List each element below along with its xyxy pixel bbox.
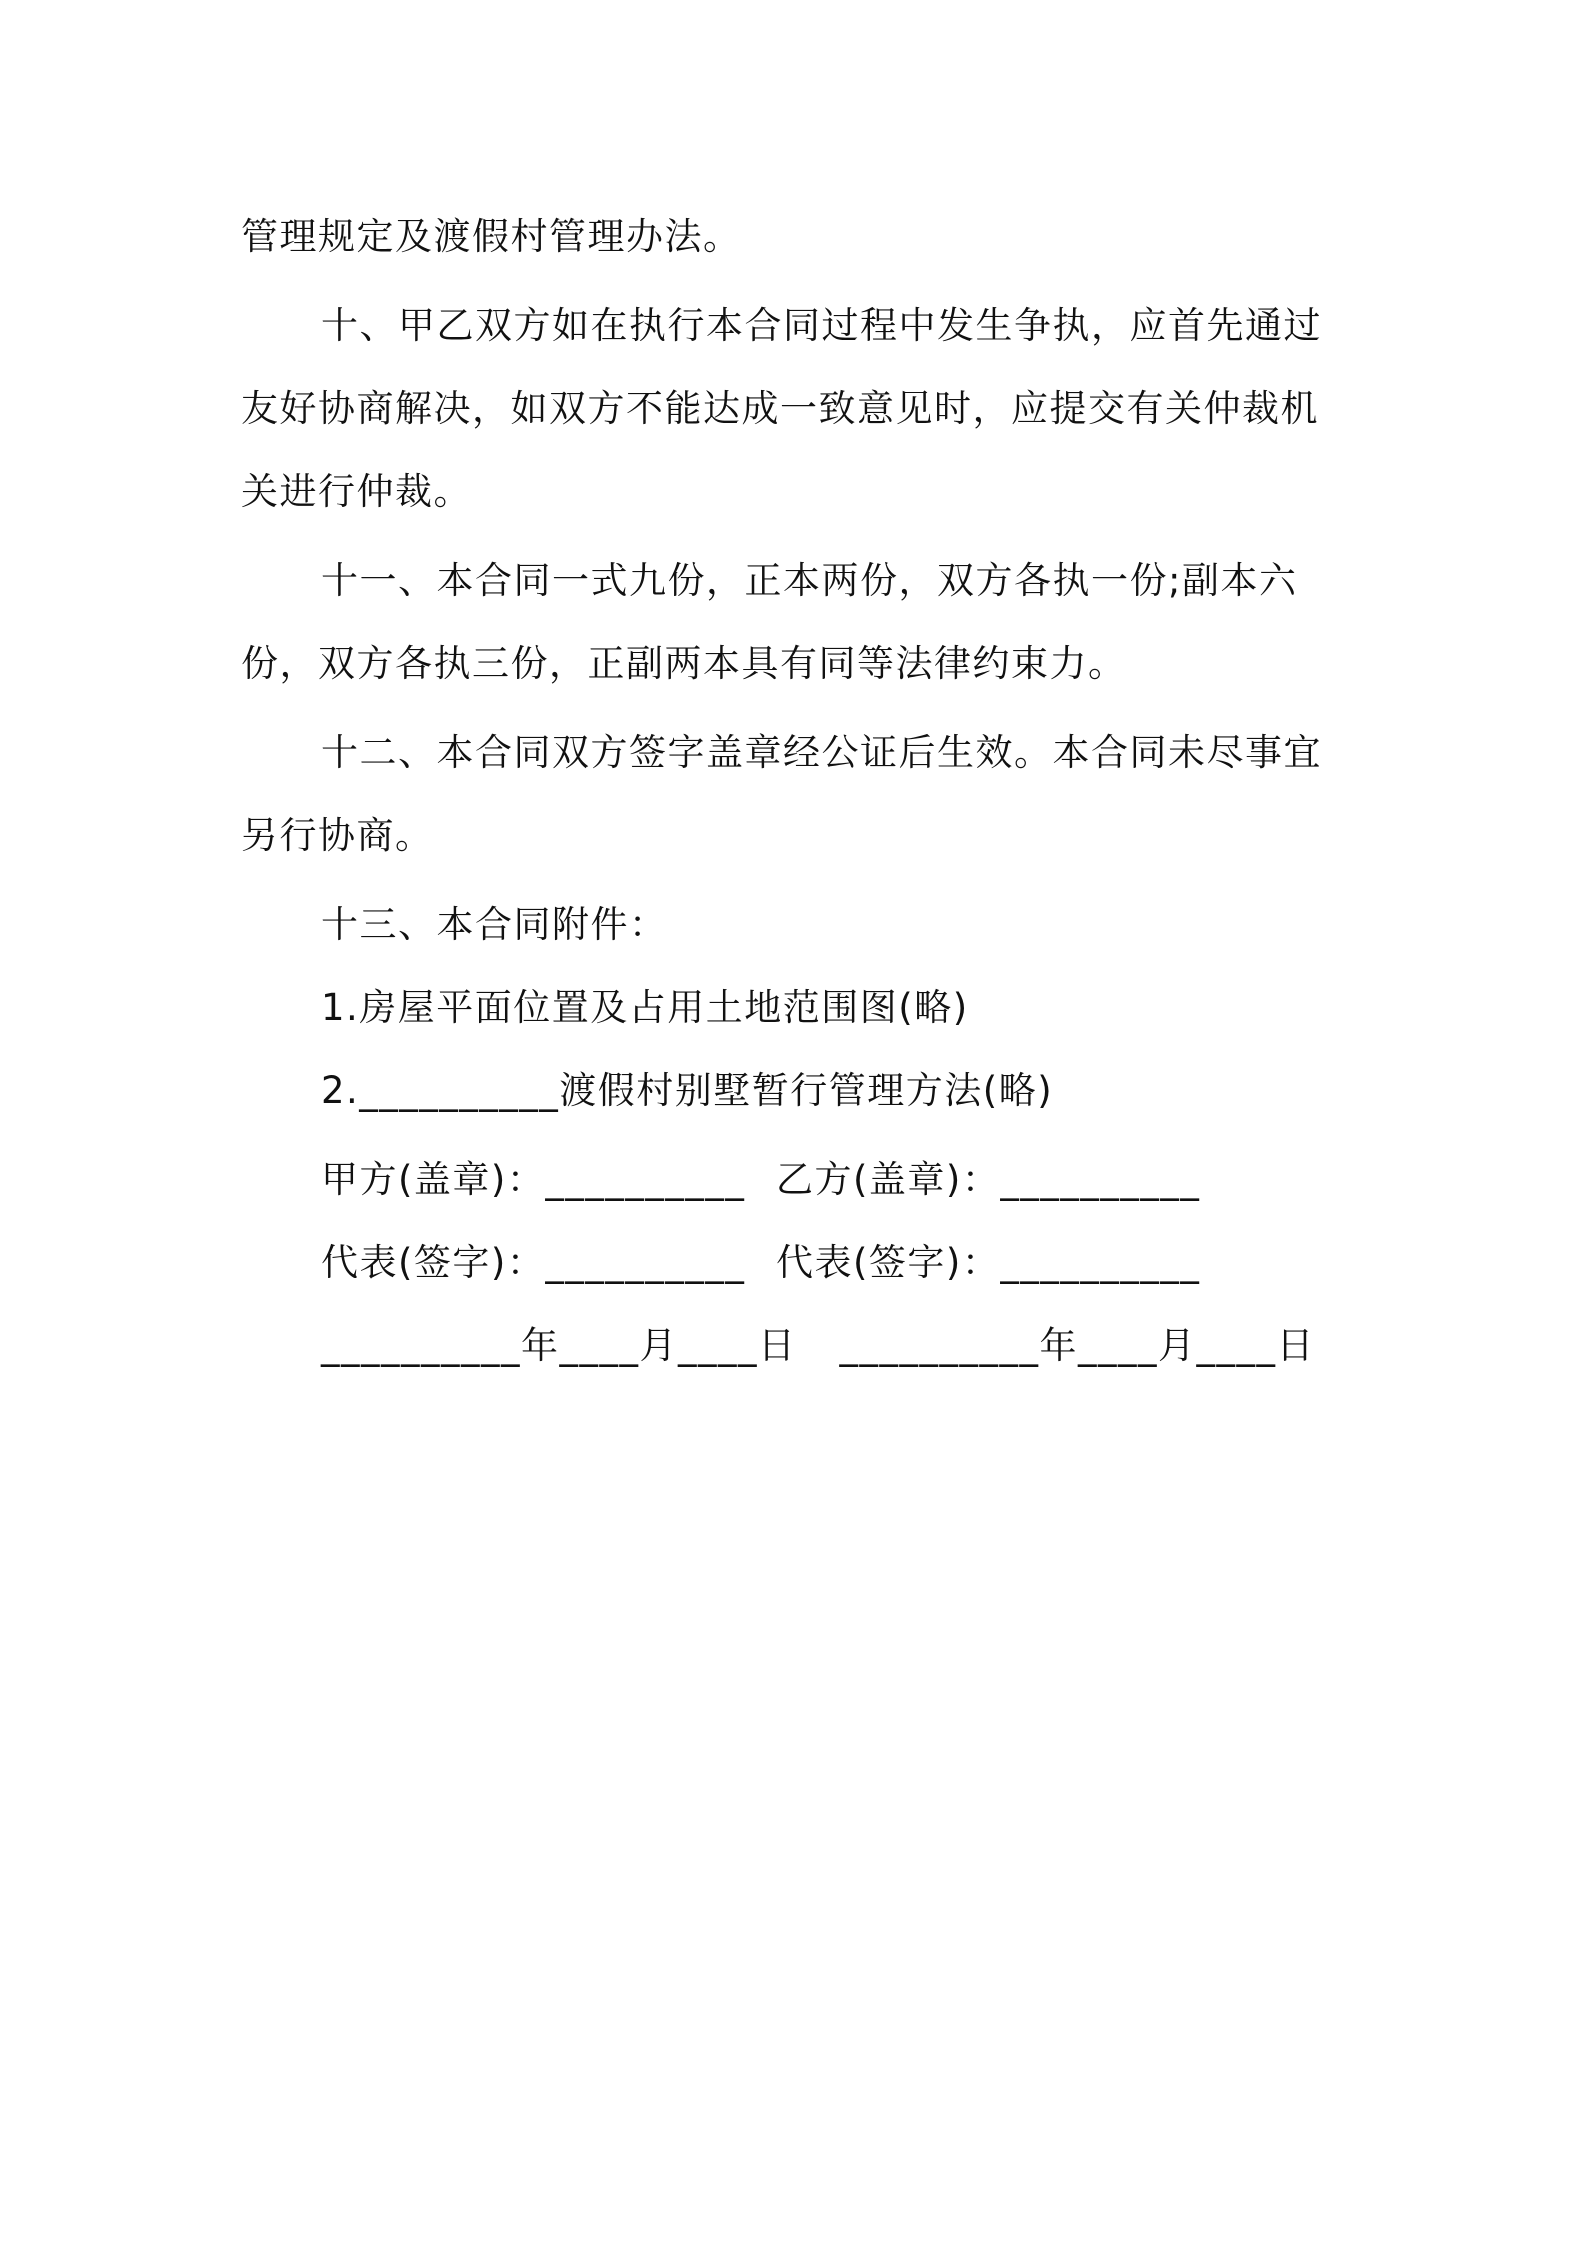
party-a-date: __________年____月____日: [321, 1324, 797, 1367]
document-body: [241, 195, 1353, 1387]
party-b-seal: 乙方(盖章)：__________: [776, 1158, 1201, 1201]
clause-ten-line-3: 关进行仲裁。: [241, 470, 472, 513]
signature-seal-row: [241, 1138, 1353, 1221]
paragraph-line: 管理规定及渡假村管理办法。: [241, 215, 742, 258]
party-b-date: __________年____月____日: [839, 1324, 1315, 1367]
clause-thirteen-heading: 十三、本合同附件：: [321, 903, 668, 946]
attachment-item-1: 1.房屋平面位置及占用土地范围图(略): [321, 986, 969, 1029]
signature-rep-row: [241, 1221, 1353, 1304]
attachment-item-2: 2.__________渡假村别墅暂行管理方法(略): [321, 1069, 1054, 1112]
clause-ten-line-2: 友好协商解决，如双方不能达成一致意见时，应提交有关仲裁机: [241, 387, 1319, 430]
signature-date-row: [241, 1304, 1353, 1387]
clause-twelve-line-2: 另行协商。: [241, 814, 434, 857]
clause-twelve-line-1: 十二、本合同双方签字盖章经公证后生效。本合同未尽事宜: [321, 731, 1322, 774]
party-b-representative: 代表(签字)：__________: [776, 1241, 1201, 1284]
clause-eleven-line-2: 份，双方各执三份，正副两本具有同等法律约束力。: [241, 642, 1127, 685]
clause-ten-line-1: 十、甲乙双方如在执行本合同过程中发生争执，应首先通过: [321, 304, 1322, 347]
party-a-seal: 甲方(盖章)：__________: [321, 1158, 746, 1201]
party-a-representative: 代表(签字)：__________: [321, 1241, 746, 1284]
clause-eleven-line-1: 十一、本合同一式九份，正本两份，双方各执一份;副本六: [321, 559, 1298, 602]
